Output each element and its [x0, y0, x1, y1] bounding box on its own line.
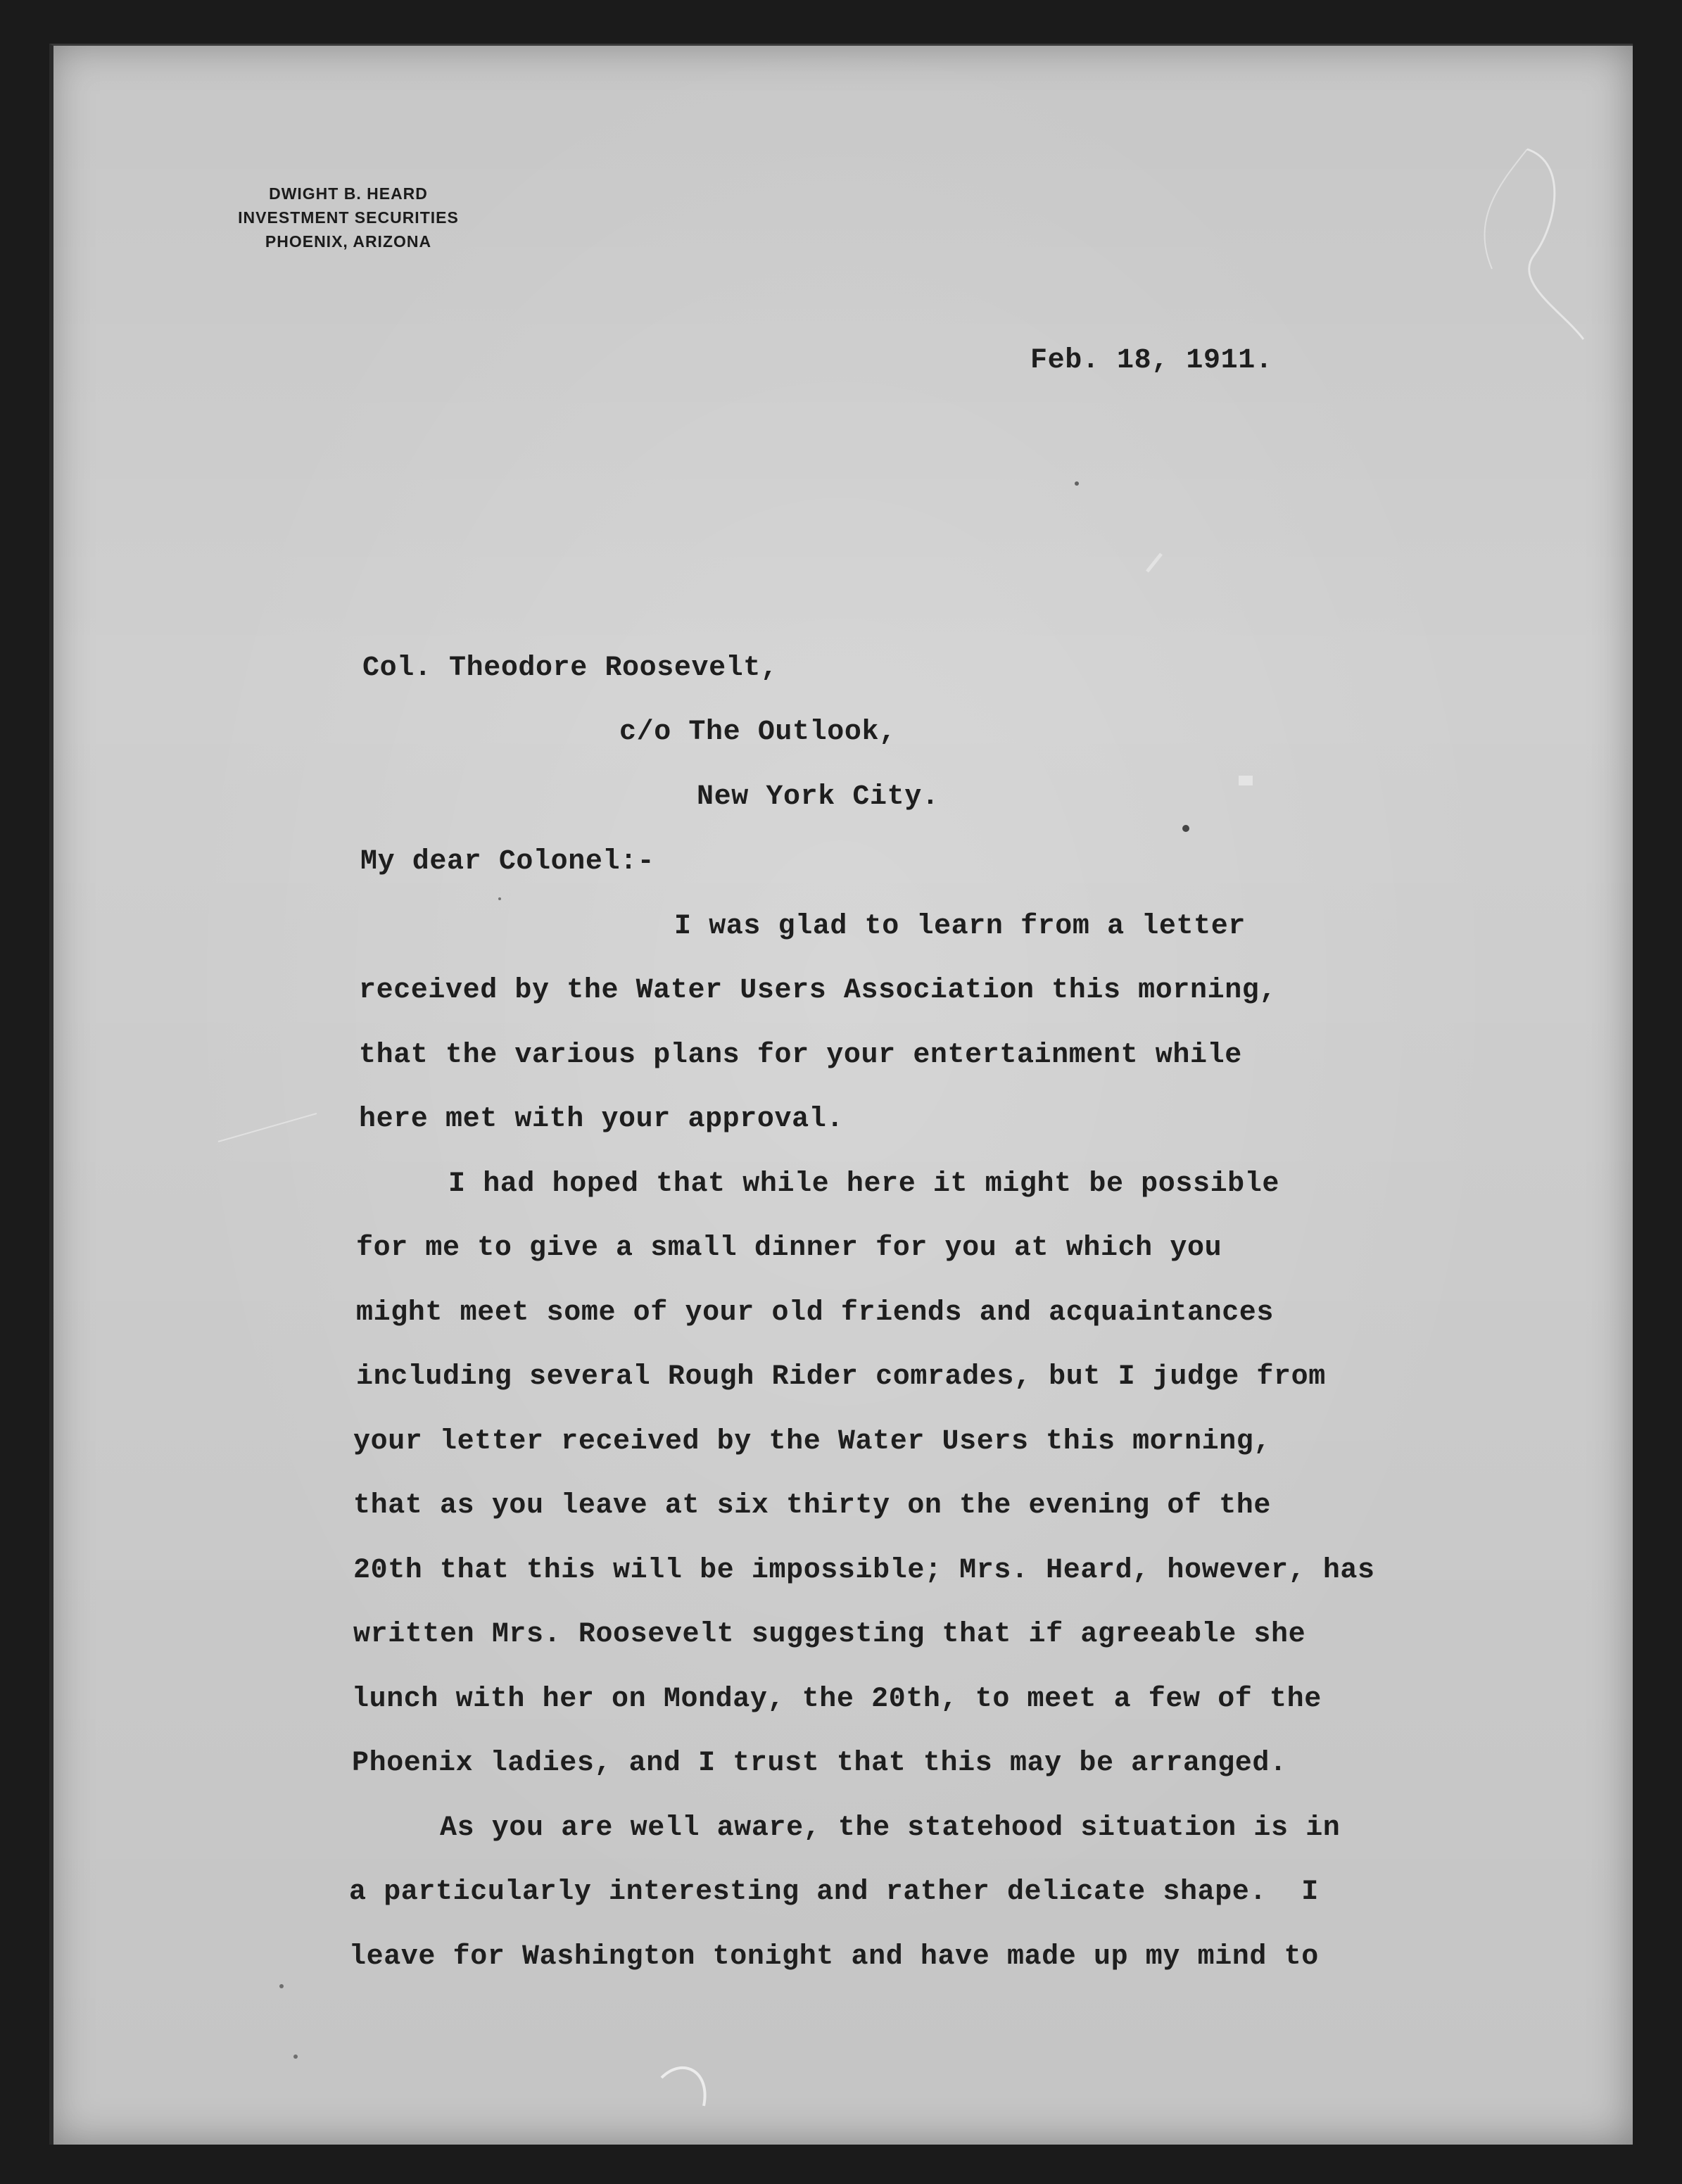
letterhead: [190, 182, 507, 253]
body-line: Phoenix ladies, and I trust that this may be arranged.: [352, 1748, 1287, 1779]
body-line: As you are well aware, the statehood situation is in: [440, 1812, 1341, 1844]
body-line: that the various plans for your entertainment while: [359, 1040, 1242, 1071]
body-line: I had hoped that while here it might be possible: [448, 1168, 1279, 1200]
letterhead-location: PHOENIX, ARIZONA: [265, 232, 432, 251]
body-line: your letter received by the Water Users this morning,: [353, 1426, 1272, 1458]
letterhead-name: DWIGHT B. HEARD: [269, 184, 428, 203]
letter-sheet: [49, 44, 1633, 2145]
body-line: leave for Washington tonight and have made up my mind to: [349, 1941, 1319, 1973]
letter-date: Feb. 18, 1911.: [1030, 345, 1273, 377]
body-line: including several Rough Rider comrades, but I judge from: [356, 1361, 1326, 1393]
body-line: received by the Water Users Association this morning,: [359, 975, 1277, 1006]
body-line: I was glad to learn from a letter: [674, 911, 1246, 942]
salutation: My dear Colonel:-: [360, 846, 655, 878]
body-line: might meet some of your old friends and acquaintances: [356, 1297, 1275, 1329]
address-recipient: Col. Theodore Roosevelt,: [362, 652, 778, 684]
address-city: New York City.: [697, 781, 940, 813]
letterhead-business: INVESTMENT SECURITIES: [238, 208, 459, 227]
body-line: written Mrs. Roosevelt suggesting that if agreeable she: [353, 1619, 1306, 1650]
body-line: for me to give a small dinner for you at which you: [356, 1232, 1222, 1264]
body-line: here met with your approval.: [359, 1104, 844, 1135]
body-line: lunch with her on Monday, the 20th, to meet a few of the: [352, 1684, 1322, 1715]
address-care-of: c/o The Outlook,: [619, 717, 897, 748]
body-line: a particularly interesting and rather delicate shape. I: [349, 1876, 1319, 1908]
body-line: 20th that this will be impossible; Mrs. Heard, however, has: [353, 1555, 1375, 1586]
body-line: that as you leave at six thirty on the evening of the: [353, 1490, 1272, 1522]
